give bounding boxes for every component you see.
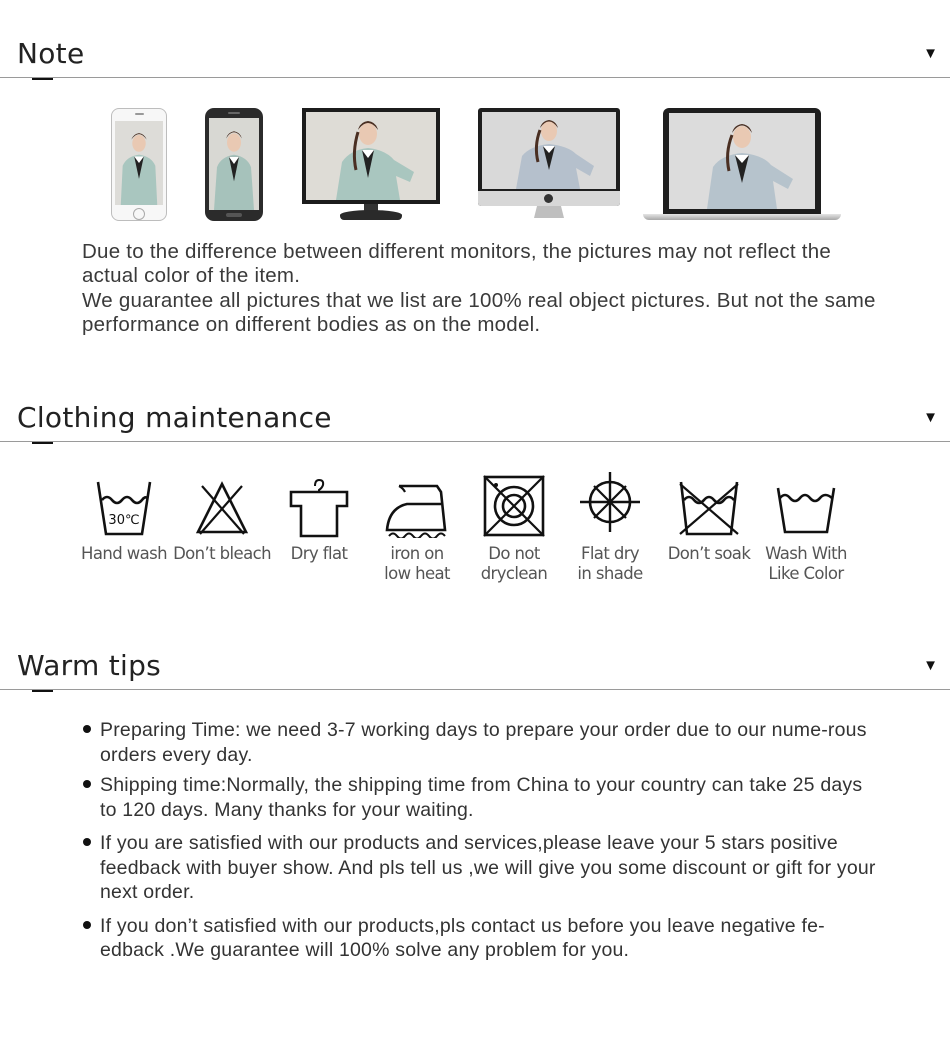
no-bleach-icon: [194, 478, 250, 538]
care-label-line2: in shade: [577, 564, 643, 583]
model-photo: [209, 118, 259, 210]
section-title: Warm tips: [17, 649, 162, 682]
section-title: Clothing maintenance: [17, 401, 332, 434]
care-do-not-dryclean: [480, 474, 548, 583]
care-label: Hand wash: [81, 544, 167, 563]
section-title: Note: [17, 37, 85, 70]
bullet-icon: [83, 921, 91, 929]
tip-text: If you are satisfied with our products and services,please leave your 5 stars positive feedback with buyer show. And pls tell us ,we will give you some discount or gift for your next order.: [100, 832, 876, 903]
imac-device-image: [478, 108, 620, 221]
real-picture-guarantee: We guarantee all pictures that we list are 100% real object pictures. But not the same performance on different bodies as on the model.: [82, 288, 876, 336]
tip-text: If you don’t satisfied with our products,pls contact us before you leave negative fe-edback .We guarantee will 100% solve any problem for you.: [100, 914, 825, 961]
wash-basin-icon: [775, 486, 837, 536]
list-item: [82, 831, 882, 905]
no-soak-icon: [678, 476, 740, 538]
monitor-disclaimer: Due to the difference between different monitors, the pictures may not reflect the actual color of the item.: [82, 240, 832, 288]
shade-dry-icon: [578, 470, 642, 534]
bullet-icon: [83, 780, 91, 788]
list-item: [82, 718, 882, 767]
care-flat-dry-in-shade: [577, 470, 643, 583]
care-label-line2: dryclean: [480, 564, 548, 583]
care-label-line1: iron on: [390, 544, 444, 563]
divider: [0, 441, 950, 442]
note-text: [82, 240, 882, 337]
bullet-icon: [83, 838, 91, 846]
divider: [0, 77, 950, 78]
model-photo: [115, 121, 163, 205]
tip-text: Shipping time:Normally, the shipping time from China to your country can take 25 days to 120 days. Many thanks for your waiting.: [100, 774, 863, 821]
care-label: Don’t soak: [667, 544, 751, 563]
hand-wash-icon: [94, 478, 154, 538]
no-dryclean-icon: [482, 474, 546, 538]
laptop-device-image: [643, 108, 841, 221]
care-label-line2: low heat: [384, 564, 450, 583]
tip-text: Preparing Time: we need 3-7 working days to prepare your order due to our nume-rous orders every day.: [100, 719, 867, 766]
section-header-maintenance[interactable]: [0, 402, 950, 442]
section-header-note[interactable]: [0, 38, 950, 78]
care-label-line1: Wash With: [765, 544, 847, 563]
desktop-monitor-device-image: [302, 108, 440, 221]
model-photo: [306, 112, 436, 200]
care-dont-soak: [667, 476, 751, 563]
title-accent: [32, 442, 53, 444]
care-dont-bleach: [173, 478, 271, 563]
list-item: [82, 773, 882, 822]
iron-icon: [385, 478, 449, 538]
divider: [0, 689, 950, 690]
care-label: Dry flat: [290, 544, 348, 563]
shirt-icon: [289, 478, 349, 538]
care-hand-wash: [81, 478, 167, 563]
care-wash-like-color: [765, 486, 847, 583]
title-accent: [32, 690, 53, 692]
collapse-arrow-icon[interactable]: ▼: [923, 45, 938, 62]
care-label: Don’t bleach: [173, 544, 271, 563]
section-header-warm-tips[interactable]: [0, 650, 950, 690]
collapse-arrow-icon[interactable]: ▼: [923, 657, 938, 674]
care-label-line2: Like Color: [768, 564, 844, 583]
care-label-line1: Do not: [488, 544, 540, 563]
bullet-icon: [83, 725, 91, 733]
care-label-line1: Flat dry: [580, 544, 640, 563]
temperature-label: 30℃: [108, 513, 140, 528]
warm-tips-list: [82, 718, 882, 963]
list-item: [82, 914, 882, 963]
care-iron-low-heat: [384, 478, 450, 583]
android-phone-device-image: [205, 108, 263, 221]
title-accent: [32, 78, 53, 80]
model-photo: [482, 112, 616, 189]
iphone-device-image: [111, 108, 167, 221]
model-photo: [669, 113, 815, 209]
collapse-arrow-icon[interactable]: ▼: [923, 409, 938, 426]
care-dry-flat: [289, 478, 349, 563]
